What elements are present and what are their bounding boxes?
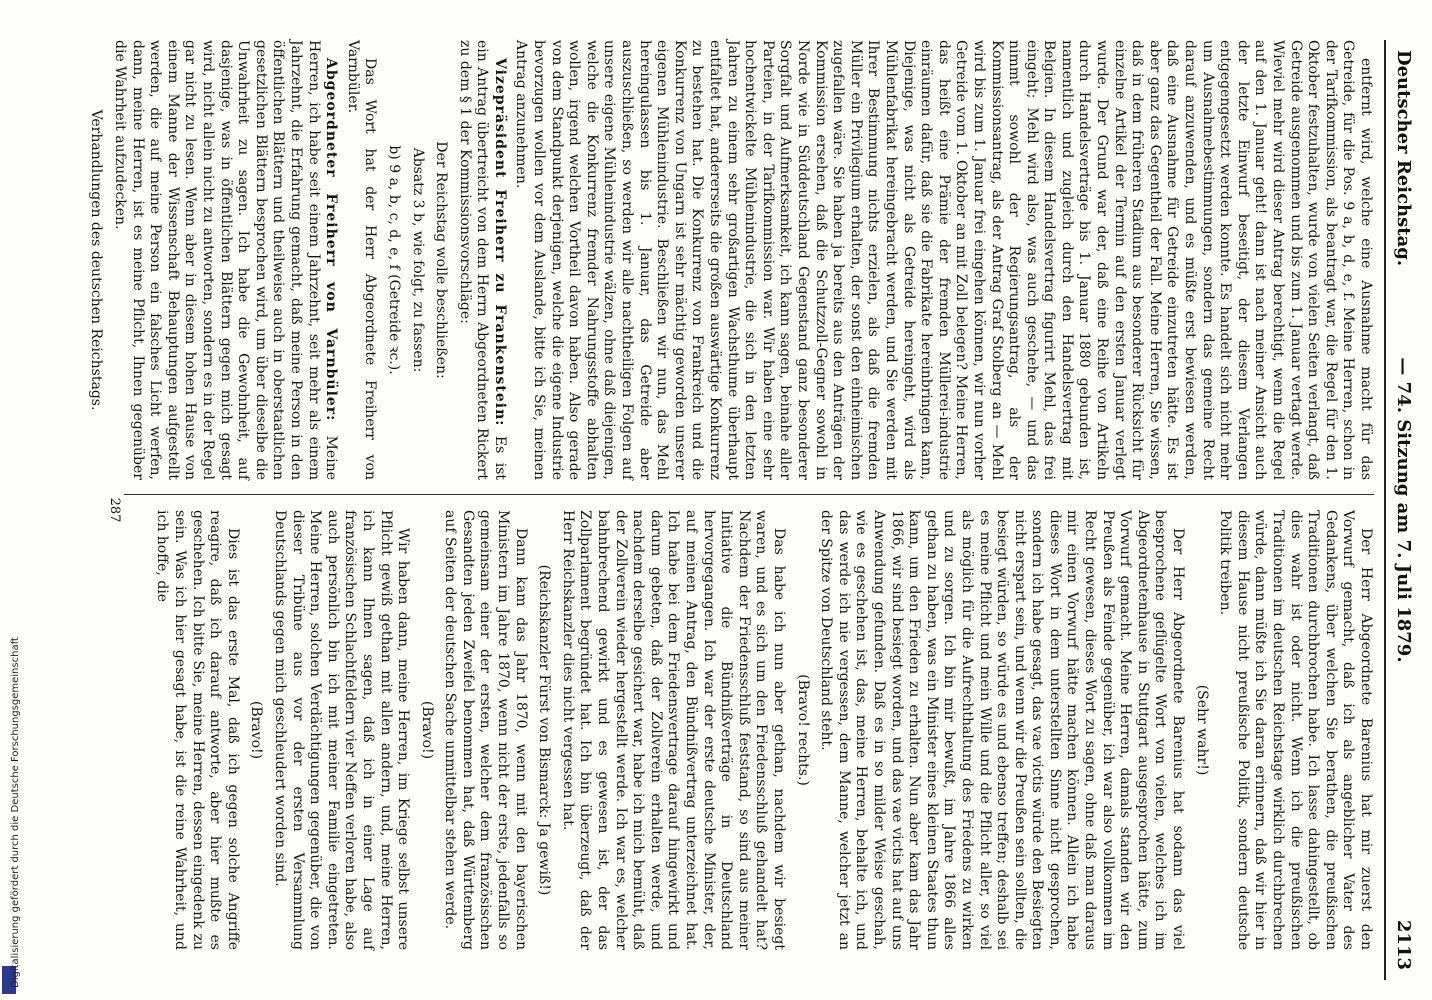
reaction: (Bravo!) xyxy=(418,700,435,760)
paragraph: Wir haben dann, meine Herren, im Kriege selbst unsere Pflicht gewiß gethan mit allen andern, und, meine Herren, ich kann Ihnen sagen, daß ich in einer Lage auf französischen Schlachtfeldern vier Neffen verloren habe, also auch persönlich bin ich mit meiner Familie eingetreten. Meine Herren, solchen Verdächtigungen gegenüber, die von dieser Tribüne aus vor der ersten Versammlung Deutschlands gegen mich geschleudert worden sind. xyxy=(271,510,412,950)
digitization-credit: Digitalisierung gefördert durch die Deutsche Forschungsgemeinschaft xyxy=(10,637,21,988)
speaker-text: Es ist ein Antrag übertreicht von dem Herrn Abgeordneten Rickert zu dem § 1 der Kommissionsvorschläge: xyxy=(456,40,508,480)
paragraph: entfernt wird, welche eine Ausnahme macht für das Getreide, für die Pos. 9 a, b, d, e, f. Meine Herren, schon in der Tarifkommission, als beantragt war, die Regel für den 1. Oktober festzuhalten, wurde von vielen Seiten verlangt, daß Getreide ausgenommen und bis zum 1. Januar vertagt werde. Wieviel mehr wird dieser Antrag berechtigt, wenn die Regel auf den 1. Januar geht! dann ist nach meiner Ansicht auch der letzte Einwurf beseitigt, der diesem Verlangen entgegengesetzt werden konnte. Es handelt sich nicht mehr um Ausnahmebestimmungen, sondern das gemeine Recht darauf anzuwenden, und es müßte erst bewiesen werden, daß eine Ausnahme für Getreide einzutreten hätte. Es ist aber ganz das Gegentheil der Fall. Meine Herren, Sie wissen, daß in dem früheren Stadium aus besonderer Rücksicht für einzelne Artikel der Termin auf den ersten Januar verlegt wurde. Der Grund war der, daß eine Reihe von Artikeln durch Handelsverträge bis 1. Januar 1880 gebunden ist, namentlich und zugleich durch den Handelsvertrag mit Belgien. In diesem Handelsvertrag figurirt Mehl, das frei eingeht; Mehl wird also, was auch geschehe, — und das nimmt sowohl der Regierungsantrag, als der Kommissionsantrag, als der Antrag Graf Stolberg an — Mehl wird bis zum 1. Januar frei eingehen können, wir nun vorher Getreide vom 1. Oktober an mit Zoll belegen? Meine Herren, das heißt eine Prämie der fremden Müllerei-industrie einräumen dafür, daß sie die Fabrikate hereinbringen kann, Diejenige, was nicht als Getreide hereingeht, wird als Mühlenfabrikat hereingebracht werden, und Sie werden mit Ihrer Bestimmung nichts erzielen, als daß die fremden Müller ein Privilegium erhalten, der sonst den einheimischen zugefallen wäre. Sie haben ja bereits aus den Anträgen der Kommission ersehen, daß die Schutzzoll-Gegner sowohl in Norde wie in Süddeutschland Gegenstand ganz besonderer Sorgfalt und Aufmerksamkeit, ich kann sagen, beinahe aller Parteien, in der Tarifkommission war. Wir haben eine sehr hochentwickelte Mühlenindustrie, die sich in den letzten Jahren zu einem sehr großartigen Wachsthume überhaupt entfaltet hat, andererseits die großen auswärtige Konkurrenz zu bestehen hat. Die Konkurrenz von Frankreich und die Konkurrenz von Ungarn ist sehr mächtig geworden unserer eigenen Mühlenindustrie. Beschließen wir nun, das Mehl hereingulassen bis 1. Januar, das Getreide aber auszuschließen, so werden wir alle nachtheiligen Folgen auf unsere eigene Mühlenindustrie wälzen, ohne daß diejenigen, welche die Konkurrenz fremder Nahrungsstoffe abhalten wollen, irgend welchen Vortheil davon haben. Also gerade von dem Standpunkt derjenigen, welche die eigene Industrie bevorzugen wollen vor dem Auslande, bitte ich Sie, meinen Antrag anzunehmen. xyxy=(513,40,1374,480)
speaker-label: Abgeordneter Freiherr von Varnbüler: xyxy=(323,58,340,422)
paragraph xyxy=(110,40,339,480)
column-footer: Verhandlungen des deutschen Reichstags. xyxy=(88,109,105,411)
column-divider xyxy=(124,494,1374,495)
paragraph: Dann kam das Jahr 1870, wenn mit den bayerischen Ministern im Jahre 1870, wenn nicht der erste, jedenfalls so gemeinsam einer der ersten, welcher dem französischen Gesandten jeden Zweifel benommen hat, daß Württemberg auf Seiten der deutschen Sache unmittelbar stehen werde. xyxy=(442,510,529,950)
motion-line: Absatz 3 b, wie folgt, zu fassen: xyxy=(409,147,426,373)
header-title: Deutscher Reichstag. xyxy=(1393,50,1414,267)
motion-line: b) 9 a, b, c, d, e, f (Getreide ꝛc.). xyxy=(385,145,402,375)
reaction: (Sehr wahr!) xyxy=(1193,684,1210,776)
header-page-number: 2113 xyxy=(1393,919,1414,970)
motion-line: Der Reichstag wolle beschließen: xyxy=(433,141,450,379)
right-column xyxy=(94,510,1374,950)
left-column xyxy=(88,40,1374,480)
reaction: (Bravo!) xyxy=(248,700,265,760)
paragraph: Der Herr Abgeordnete Barenius hat sodann das viel besprochene geflügelte Wort von vielen, welches ich im Abgeordnetenhause in Stuttgart ausgesprochen hätte, zum Vorwurf gemacht. Meine Herren, damals standen wir den Preußen als Feinde gegenüber, ich war also vollkommen im Recht gewesen, dieses Wort zu sagen, ohne daß man daraus mir einen Vorwurf hätte machen können. Allein ich habe dieses Wort in dem unterstellten Sinne nicht gesprochen, sondern ich habe gesagt, das vae victis würde den Besiegten nicht erspart sein, und wenn wir die Preußen sein sollten, die besiegt würden, so würde es und ebenso treffen; deshalb sei es meine Pflicht und mein Wille und die Pflicht aller, so viel als möglich für die Aufrechthaltung des Friedens zu wirken und zu sorgen. Ich bin mir bewußt, im Jahre 1866 alles gethan zu haben, was ein Minister eines kleinen Staates thun kann, um den Frieden zu erhalten. Nun aber kam das Jahr 1866, wir sind besiegt worden, und das vae victis hat auf uns Anwendung gefunden. Daß es in so milder Weise geschah, wie es geschehen ist, das, meine Herren, behalte ich, und das werde ich nie vergessen, dem Manne, welcher jetzt an der Spitze von Deutschland steht. xyxy=(818,510,1187,950)
paragraph xyxy=(455,40,508,480)
speaker-text: Meine Herren, ich habe seit einem Jahrzehnt, seit mehr als einem Jahrzehnt, die Erfahrung gemacht, daß meine Person in den öffentlichen Blättern und theilweise auch in oberstaatlichen gesetzlichen Blättern besprochen wird, um über dieselbe die Unwahrheit zu sagen. Ich habe die Gewohnheit, auf dasjenige, was in öffentlichen Blättern gegen mich gesagt wird, nicht allein nicht zu antworten, sondern es in der Regel gar nicht zu lesen. Wenn aber in diesem hohen Hause von einem Manne der Wissenschaft Behauptungen aufgestellt werden, die auf meine Person ein falsches Licht werfen, dann, meine Herren, ist es meine Pflicht, Ihnen gegenüber die Wahrheit aufzudecken. xyxy=(112,40,340,480)
rotated-sheet xyxy=(76,40,1416,980)
page-footer-number: 287 xyxy=(107,497,122,523)
paragraph: Dies ist das erste Mal, daß ich gegen solche Angriffe reagire, daß ich darauf antworte, aber hier mußte es geschehen. Ich bitte Sie, meine Herren, dessen eingedenk zu sein. Was ich hier gesagt habe, ist die reine Wahrheit, und ich hoffe, die xyxy=(154,510,241,950)
header-session: — 74. Sitzung am 7. Juli 1879. xyxy=(1393,357,1414,663)
reaction: (Bravo! rechts.) xyxy=(794,674,811,786)
speaker-label: Vizepräsident Freiherr zu Frankenstein: xyxy=(491,58,508,427)
page-header xyxy=(1386,40,1416,980)
paragraph: Der Herr Abgeordnete Barenius hat mir zuerst den Vorwurf gemacht, daß ich als angeblicher Vater des Gedankens, über welchen Sie berathen, die preußischen Traditionen durchbrochen habe. Ich lasse dahingestellt, ob dies wahr ist oder nicht. Wenn ich die preußischen Traditionen im deutschen Reichstage wirklich durchbrechen würde, dann müßte ich Sie daran erinnern, daß wir hier in diesem Hause nicht preußische Politik, sondern deutsche Politik treiben. xyxy=(1217,510,1374,950)
paragraph: Das Wort hat der Herr Abgeordnete Freiherr von Varnbüler. xyxy=(344,40,379,480)
reaction: (Reichskanzler Fürst von Bismarck: Ja gewiß!) xyxy=(536,564,553,896)
paragraph: Das habe ich nun aber gethan, nachdem wir besiegt waren, und es sich um den Friedensschluß gehandelt hat? Nachdem der Friedensschluß feststand, so sind aus meiner Initiative die Bündnißverträge in Deutschland hervorgegangen. Ich war der erste deutsche Minister, der, auf meinen Antrag, den Bündnißvertrag unterzeichnet hat. Ich habe bei dem Friedensvertrage darauf hingewirkt und darum gebeten, daß der Zollverein erhalten werde, und nachdem derselbe gesichert war, habe ich mich bemüht, daß der Zollverein wieder hergestellt werde. Ich war es, welcher bahnbrechend gewirkt und es gewesen ist, der das Zollparlament begründet hat. Ich bin überzeugt, daß der Herr Reichskanzler dies nicht vergessen hat. xyxy=(559,510,787,950)
header-rule xyxy=(1384,40,1386,980)
